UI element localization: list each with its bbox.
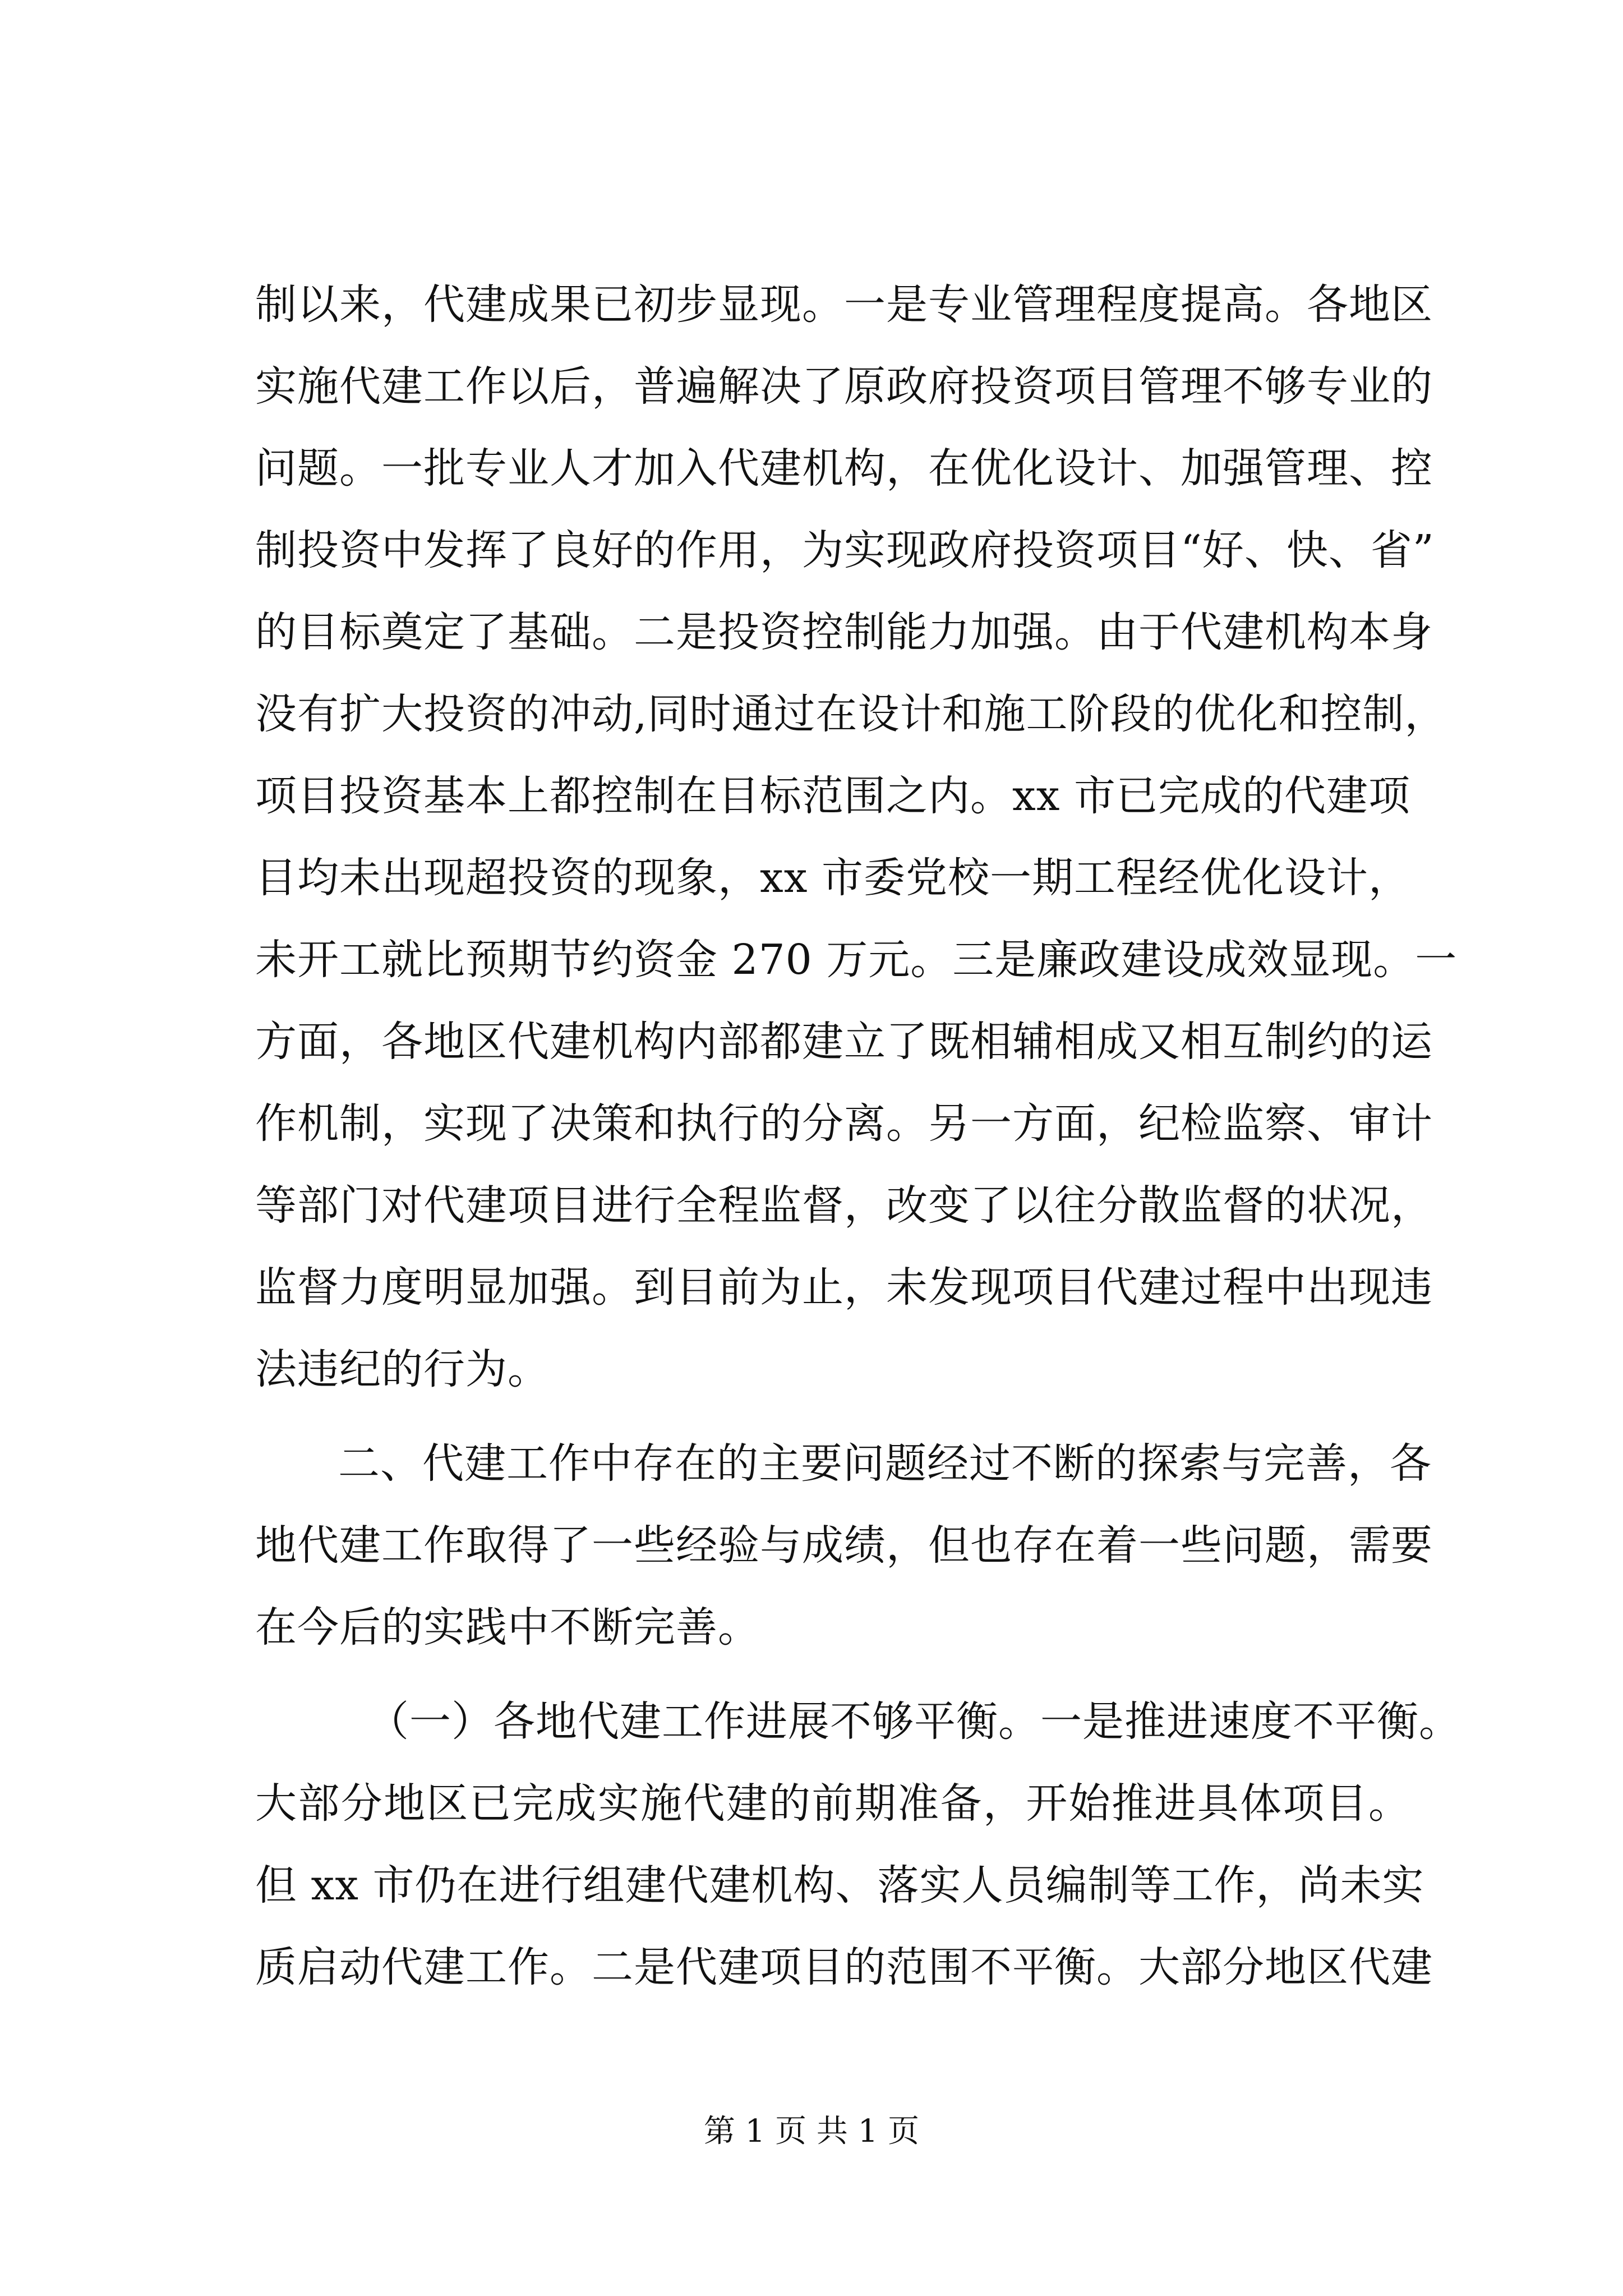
section-heading-line: 二、代建工作中存在的主要问题经过不断的探索与完善，各 xyxy=(338,1439,1432,1488)
subsection-heading-line: （一）各地代建工作进展不够平衡。一是推进速度不平衡。 xyxy=(367,1697,1461,1746)
text-line: 实施代建工作以后，普遍解决了原政府投资项目管理不够专业的 xyxy=(255,362,1433,411)
text-line: 目均未出现超投资的现象，xx 市委党校一期工程经优化设计， xyxy=(255,854,1410,902)
document-body xyxy=(255,264,1461,2008)
text-line: 在今后的实践中不断完善。 xyxy=(255,1603,760,1651)
text-line: 制投资中发挥了良好的作用，为实现政府投资项目“好、快、省” xyxy=(255,526,1435,574)
text-line: 的目标奠定了基础。二是投资控制能力加强。由于代建机构本身 xyxy=(255,608,1433,656)
text-line: 制以来，代建成果已初步显现。一是专业管理程度提高。各地区 xyxy=(255,280,1433,329)
text-line: 大部分地区已完成实施代建的前期准备，开始推进具体项目。 xyxy=(255,1779,1410,1828)
page-number: 第 1 页 共 1 页 xyxy=(703,2113,920,2150)
text-line: 等部门对代建项目进行全程监督，改变了以往分散监督的状况， xyxy=(255,1181,1433,1230)
text-line: 方面，各地区代建机构内部都建立了既相辅相成又相互制约的运 xyxy=(255,1018,1433,1066)
text-line: 质启动代建工作。二是代建项目的范围不平衡。大部分地区代建 xyxy=(255,1943,1433,1991)
text-line: 地代建工作取得了一些经验与成绩，但也存在着一些问题，需要 xyxy=(255,1521,1433,1570)
text-line: 项目投资基本上都控制在目标范围之内。xx 市已完成的代建项 xyxy=(255,772,1410,820)
text-line: 未开工就比预期节约资金 270 万元。三是廉政建设成效显现。一 xyxy=(255,936,1458,984)
text-line: 但 xx 市仍在进行组建代建机构、落实人员编制等工作，尚未实 xyxy=(255,1861,1424,1910)
text-line: 监督力度明显加强。到目前为止，未发现项目代建过程中出现违 xyxy=(255,1263,1433,1312)
text-line: 法违纪的行为。 xyxy=(255,1345,550,1393)
text-line: 问题。一批专业人才加入代建机构，在优化设计、加强管理、控 xyxy=(255,444,1433,493)
text-line: 作机制，实现了决策和执行的分离。另一方面，纪检监察、审计 xyxy=(255,1099,1433,1148)
page-footer xyxy=(0,2106,1623,2151)
text-line: 没有扩大投资的冲动,同时通过在设计和施工阶段的优化和控制， xyxy=(255,690,1447,738)
